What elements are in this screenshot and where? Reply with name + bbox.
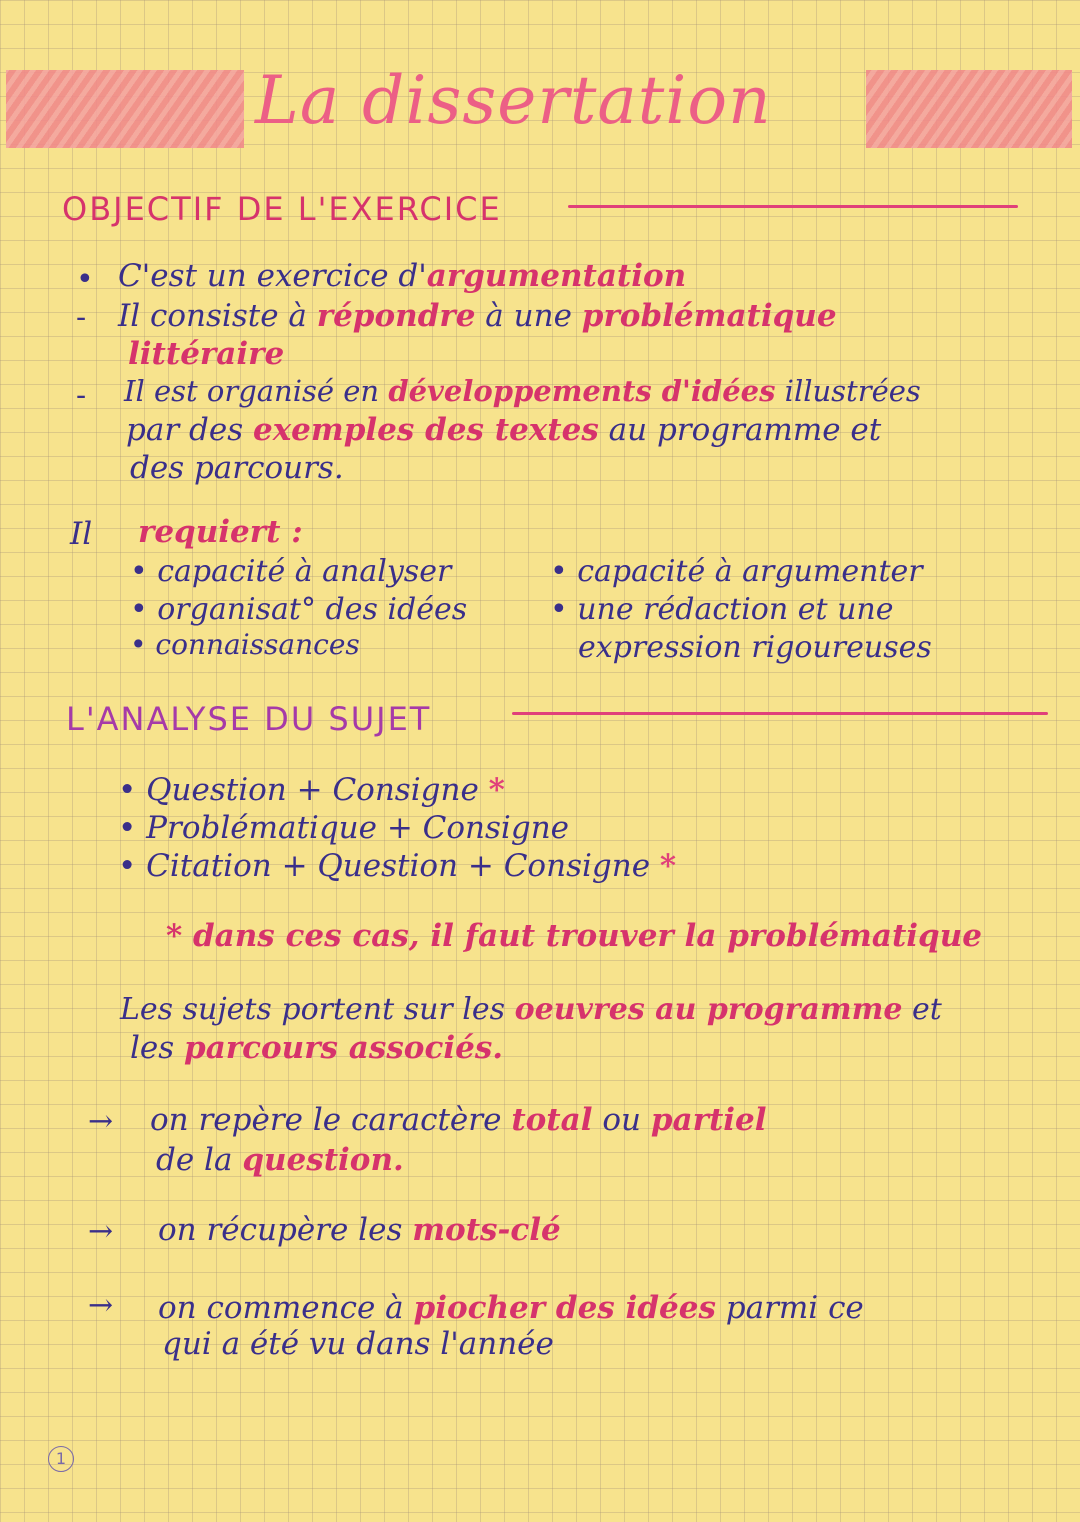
line-6: des parcours. <box>130 450 344 486</box>
arrow-line-1b: de la question. <box>156 1142 404 1178</box>
analyse-item-3: • Citation + Question + Consigne * <box>118 848 677 884</box>
para-line-1: Les sujets portent sur les oeuvres au programme et <box>120 992 942 1027</box>
title-band-left <box>6 70 244 148</box>
heading-underline <box>568 205 1018 208</box>
page-title: La dissertation <box>255 62 772 139</box>
requiert-il: Il <box>70 516 93 552</box>
arrow-icon: → <box>88 1288 114 1323</box>
title-band-right <box>866 70 1072 148</box>
analyse-item-1: • Question + Consigne * <box>118 772 505 808</box>
req-left-3: • connaissances <box>130 628 360 661</box>
arrow-line-1: on repère le caractère total ou partiel <box>150 1102 767 1138</box>
req-right-3: expression rigoureuses <box>578 630 932 665</box>
line-2: Il consiste à répondre à une problématique <box>118 298 837 334</box>
line-5: par des exemples des textes au programme et <box>126 412 882 448</box>
req-right-2: • une rédaction et une <box>550 592 894 627</box>
req-right-1: • capacité à argumenter <box>550 554 923 589</box>
para-line-2: les parcours associés. <box>130 1030 504 1066</box>
line-3: littéraire <box>128 336 285 372</box>
bullet-dash: - <box>76 378 87 413</box>
req-left-2: • organisat° des idées <box>130 592 468 627</box>
star-note: * dans ces cas, il faut trouver la problématique <box>166 918 982 954</box>
arrow-icon: → <box>88 1104 114 1139</box>
line-4: Il est organisé en développements d'idées illustrées <box>124 374 921 408</box>
bullet-dash: - <box>76 300 87 335</box>
arrow-line-2: on récupère les mots-clé <box>158 1212 561 1248</box>
arrow-icon: → <box>88 1214 114 1249</box>
section-heading-objectif: OBJECTIF DE L'EXERCICE <box>62 190 502 228</box>
req-left-1: • capacité à analyser <box>130 554 452 589</box>
bullet-dot: • <box>76 262 94 297</box>
analyse-item-2: • Problématique + Consigne <box>118 810 569 846</box>
heading-underline <box>512 712 1048 715</box>
requiert-label: requiert : <box>138 514 303 550</box>
section-heading-analyse: L'ANALYSE DU SUJET <box>66 700 432 738</box>
arrow-line-3b: qui a été vu dans l'année <box>162 1326 554 1362</box>
page-number: 1 <box>48 1446 74 1472</box>
arrow-line-3: on commence à piocher des idées parmi ce <box>158 1290 864 1326</box>
line-1: C'est un exercice d'argumentation <box>118 258 687 294</box>
